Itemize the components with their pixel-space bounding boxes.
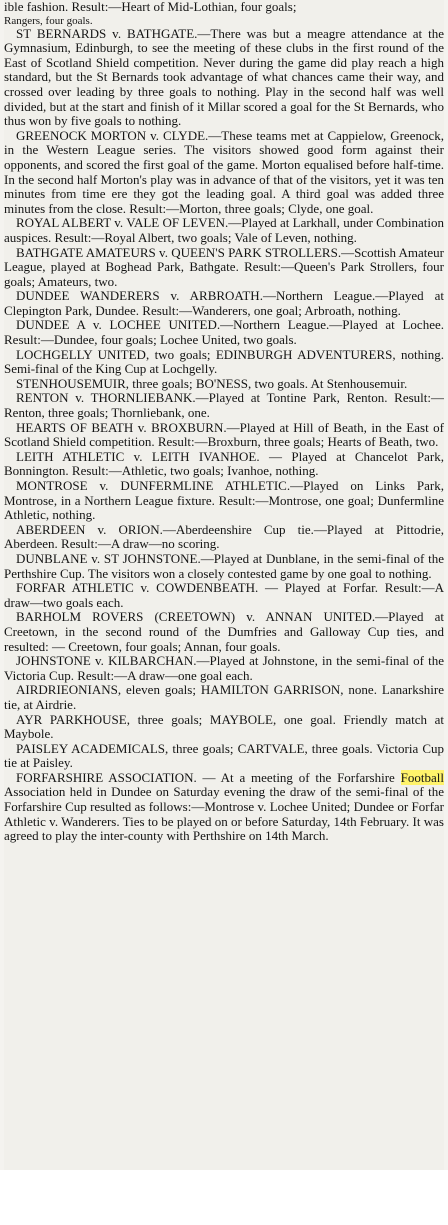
match-report-airdrieonians-hamilton: AIRDRIEONIANS, eleven goals; HAMILTON GARRISON, none. Lanarkshire tie, at Airdrie. bbox=[4, 682, 444, 712]
match-report-johnstone-kilbarchan: JOHNSTONE v. KILBARCHAN.—Played at Johnstone, in the semi-final of the Victoria Cup. Result:—A draw—one goal each. bbox=[4, 653, 444, 683]
match-report-barholm-rovers-annan: BARHOLM ROVERS (CREETOWN) v. ANNAN UNITED.—Played at Creetown, in the second round of the Dumfries and Galloway Cup ties, and resulted: — Creetown, four goals; Annan, four goals. bbox=[4, 609, 444, 654]
highlighted-search-term: Football bbox=[400, 769, 444, 785]
page-margin bbox=[0, 1170, 448, 1225]
notice-text-before: FORFARSHIRE ASSOCIATION. — At a meeting of the Forfarshire bbox=[16, 769, 401, 785]
article-column bbox=[4, 0, 444, 1170]
match-report-aberdeen-orion: ABERDEEN v. ORION.—Aberdeenshire Cup tie.—Played at Pittodrie, Aberdeen. Result:—A draw—no scoring. bbox=[4, 521, 444, 552]
match-report-renton-thornliebank: RENTON v. THORNLIEBANK.—Played at Tontine Park, Renton. Result:—Renton, three goals; Thornliebank, one. bbox=[4, 390, 444, 421]
paragraph-continuation: ible fashion. Result:—Heart of Mid-Lothian, four goals; bbox=[4, 0, 297, 14]
match-report-dundee-a-lochee-united: DUNDEE A v. LOCHEE UNITED.—Northern League.—Played at Lochee. Result:—Dundee, four goals; Lochee United, two goals. bbox=[4, 317, 444, 348]
match-report-stenhousemuir-boness: STENHOUSEMUIR, three goals; BO'NESS, two goals. At Stenhousemuir. bbox=[16, 375, 408, 391]
forfarshire-association-notice bbox=[4, 771, 444, 844]
match-report-royal-albert-vale-of-leven: ROYAL ALBERT v. VALE OF LEVEN.—Played at Larkhall, under Combination auspices. Result:—Royal Albert, two goals; Vale of Leven, nothing. bbox=[4, 215, 444, 245]
paragraph-continuation-tail: Rangers, four goals. bbox=[4, 14, 93, 27]
match-report-dunblane-st-johnstone: DUNBLANE v. ST JOHNSTONE.—Played at Dunblane, in the semi-final of the Perthshire Cup. The visitors won a closely contested game by one goal to nothing. bbox=[4, 550, 444, 581]
match-report-morton-clyde: GREENOCK MORTON v. CLYDE.—These teams met at Cappielow, Greenock, in the Western League series. The visitors showed good form against their opponents, and scored the first goal of the game. Morton equalised before half-time. In the second half Morton's play was in advance of that of the visitors, yet it was ten minutes from time ere they got the leading goal. A third goal was added three minutes from the close. Result:—Morton, three goals; Clyde, one goal. bbox=[4, 127, 444, 216]
match-report-dundee-wanderers-arbroath: DUNDEE WANDERERS v. ARBROATH.—Northern League.—Played at Clepington Park, Dundee. Result:—Wanderers, one goal; Arbroath, nothing. bbox=[4, 288, 444, 318]
match-report-ayr-parkhouse-maybole: AYR PARKHOUSE, three goals; MAYBOLE, one goal. Friendly match at Maybole. bbox=[4, 711, 444, 742]
notice-text-after: Association held in Dundee on Saturday evening the draw of the semi-final of the Forfarshire Cup resulted as follows:—Montrose v. Lochee United; Dundee or Forfar Athletic v. Wanderers. Ties to be played on or before Saturday, 14th February. It was agreed to play the inter-county with Perthshire on 14th March. bbox=[4, 784, 444, 844]
match-report-bathgate-amateurs-queens-park: BATHGATE AMATEURS v. QUEEN'S PARK STROLLERS.—Scottish Amateur League, played at Boghead Park, Bathgate. Result:—Queen's Park Strollers, four goals; Amateurs, two. bbox=[4, 244, 444, 289]
match-report-forfar-cowdenbeath: FORFAR ATHLETIC v. COWDENBEATH. — Played at Forfar. Result:—A draw—two goals each. bbox=[4, 580, 444, 610]
match-report-st-bernards-bathgate: ST BERNARDS v. BATHGATE.—There was but a meagre attendance at the Gymnasium, Edinburgh, to see the meeting of these clubs in the first round of the East of Scotland Shield competition. Never during the game did play reach a high standard, but the St Bernards took advantage of what chances came their way, and crossed over leading by three goals to nothing. Play in the second half was well divided, but at the start and finish of it Millar scored a goal for the St Bernards, who thus won by five goals to nothing. bbox=[4, 25, 444, 129]
match-report-leith-athletic-ivanhoe: LEITH ATHLETIC v. LEITH IVANHOE. — Played at Chancelot Park, Bonnington. Result:—Athletic, two goals; Ivanhoe, nothing. bbox=[4, 448, 444, 479]
match-report-montrose-dunfermline: MONTROSE v. DUNFERMLINE ATHLETIC.—Played on Links Park, Montrose, in a Northern League fixture. Result:—Montrose, one goal; Dunfermline Athletic, nothing. bbox=[4, 478, 444, 523]
match-report-lochgelly-edinburgh-adventurers: LOCHGELLY UNITED, two goals; EDINBURGH ADVENTURERS, nothing. Semi-final of the King Cup at Lochgelly. bbox=[4, 346, 444, 377]
match-report-hearts-of-beath-broxburn: HEARTS OF BEATH v. BROXBURN.—Played at Hill of Beath, in the East of Scotland Shield competition. Result:—Broxburn, three goals; Hearts of Beath, two. bbox=[4, 419, 444, 450]
match-report-paisley-cartvale: PAISLEY ACADEMICALS, three goals; CARTVALE, three goals. Victoria Cup tie at Paisley. bbox=[4, 740, 444, 771]
